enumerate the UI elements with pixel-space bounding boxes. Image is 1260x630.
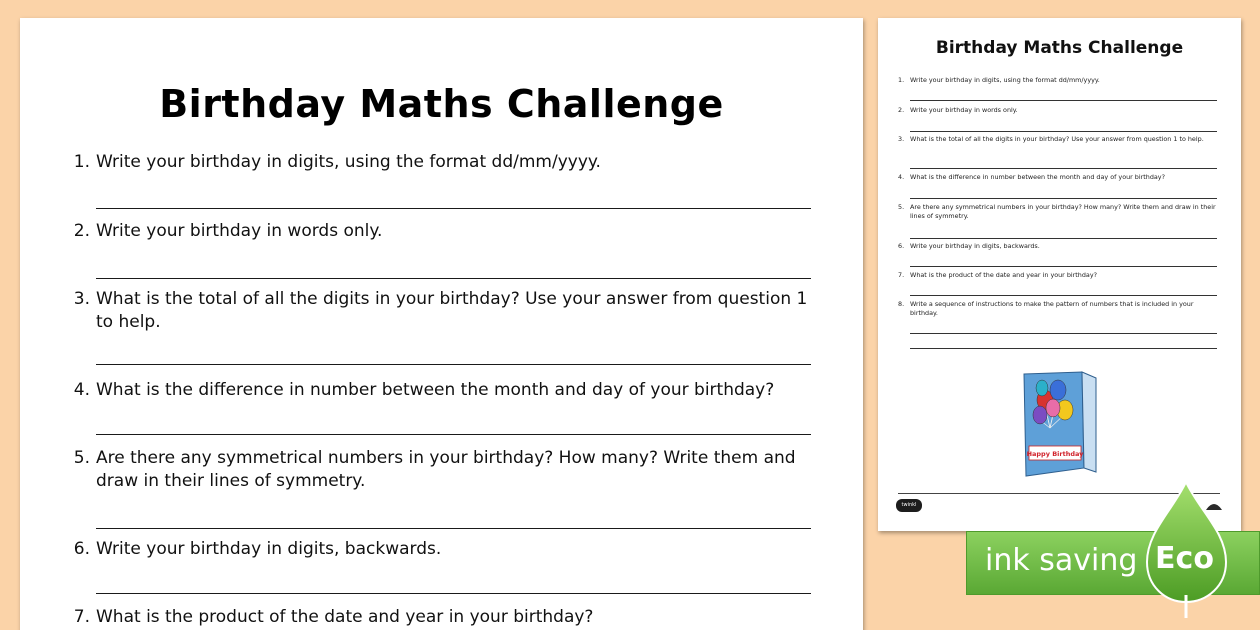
question-text: Are there any symmetrical numbers in your birthday? How many? Write them and draw in their lines of symmetry. (96, 448, 796, 491)
question-number: 3. (73, 289, 90, 309)
question-number: 5. (898, 203, 905, 211)
question-2 (68, 220, 813, 243)
eco-label: Eco (1155, 541, 1214, 576)
question-number: 2. (898, 106, 905, 114)
question-number: 2. (73, 221, 90, 241)
question-text: What is the product of the date and year in your birthday? (910, 271, 1098, 279)
answer-line (96, 593, 811, 594)
question-text: Write a sequence of instructions to make the pattern of numbers that is included in your birthday. (910, 300, 1194, 317)
answer-line (910, 168, 1217, 169)
card-label: Happy Birthday (1026, 450, 1084, 458)
preview-question-4 (898, 173, 1218, 182)
answer-line (910, 198, 1217, 199)
preview-question-6 (898, 242, 1218, 251)
question-number: 1. (73, 152, 90, 172)
answer-line (910, 131, 1217, 132)
question-number: 4. (898, 173, 905, 181)
question-text: Write your birthday in digits, using the format dd/mm/yyyy. (910, 76, 1100, 84)
twinkl-logo: twinkl (896, 499, 922, 512)
question-text: What is the total of all the digits in your birthday? Use your answer from question 1 to help. (96, 289, 808, 332)
question-text: Write your birthday in words only. (96, 221, 383, 241)
ink-saving-label: ink saving (985, 543, 1138, 578)
answer-line (96, 528, 811, 529)
question-number: 6. (73, 539, 90, 559)
preview-question-3 (898, 135, 1218, 144)
answer-line (96, 434, 811, 435)
preview-question-1 (898, 76, 1218, 85)
balloon-shape (1046, 399, 1060, 417)
balloon-shape (1050, 380, 1066, 400)
question-text: Write your birthday in digits, backwards. (910, 242, 1040, 250)
preview-question-5 (898, 203, 1218, 221)
question-text: Write your birthday in digits, using the format dd/mm/yyyy. (96, 152, 601, 172)
preview-question-2 (898, 106, 1218, 115)
answer-line (910, 238, 1217, 239)
balloon-shape (1036, 380, 1048, 396)
answer-line (96, 364, 811, 365)
question-6 (68, 538, 813, 561)
question-text: What is the total of all the digits in your birthday? Use your answer from question 1 to help. (910, 135, 1204, 143)
question-text: Write your birthday in words only. (910, 106, 1018, 114)
question-1 (68, 151, 813, 174)
question-5 (68, 447, 813, 493)
question-text: What is the product of the date and year in your birthday? (96, 607, 594, 627)
preview-title: Birthday Maths Challenge (935, 38, 1184, 58)
question-text: What is the difference in number between the month and day of your birthday? (910, 173, 1165, 181)
question-number: 7. (898, 271, 905, 279)
preview-question-8 (898, 300, 1218, 318)
question-number: 8. (898, 300, 905, 308)
answer-line (910, 295, 1217, 296)
worksheet-page (20, 18, 863, 630)
question-number: 4. (73, 380, 90, 400)
question-7 (68, 606, 813, 629)
question-number: 3. (898, 135, 905, 143)
answer-line (910, 348, 1217, 349)
answer-line (910, 266, 1217, 267)
question-number: 5. (73, 448, 90, 468)
birthday-card-image (1020, 368, 1100, 480)
answer-line (910, 333, 1217, 334)
question-number: 1. (898, 76, 905, 84)
question-number: 7. (73, 607, 90, 627)
answer-line (96, 278, 811, 279)
question-4 (68, 379, 813, 402)
worksheet-preview (878, 18, 1241, 531)
answer-line (96, 208, 811, 209)
question-number: 6. (898, 242, 905, 250)
worksheet-title: Birthday Maths Challenge (159, 82, 724, 126)
answer-line (910, 100, 1217, 101)
question-text: Write your birthday in digits, backwards. (96, 539, 442, 559)
balloon-shape (1033, 406, 1047, 424)
question-text: Are there any symmetrical numbers in your birthday? How many? Write them and draw in their lines of symmetry. (910, 203, 1216, 220)
question-3 (68, 288, 813, 334)
question-text: What is the difference in number between the month and day of your birthday? (96, 380, 775, 400)
preview-question-7 (898, 271, 1218, 280)
